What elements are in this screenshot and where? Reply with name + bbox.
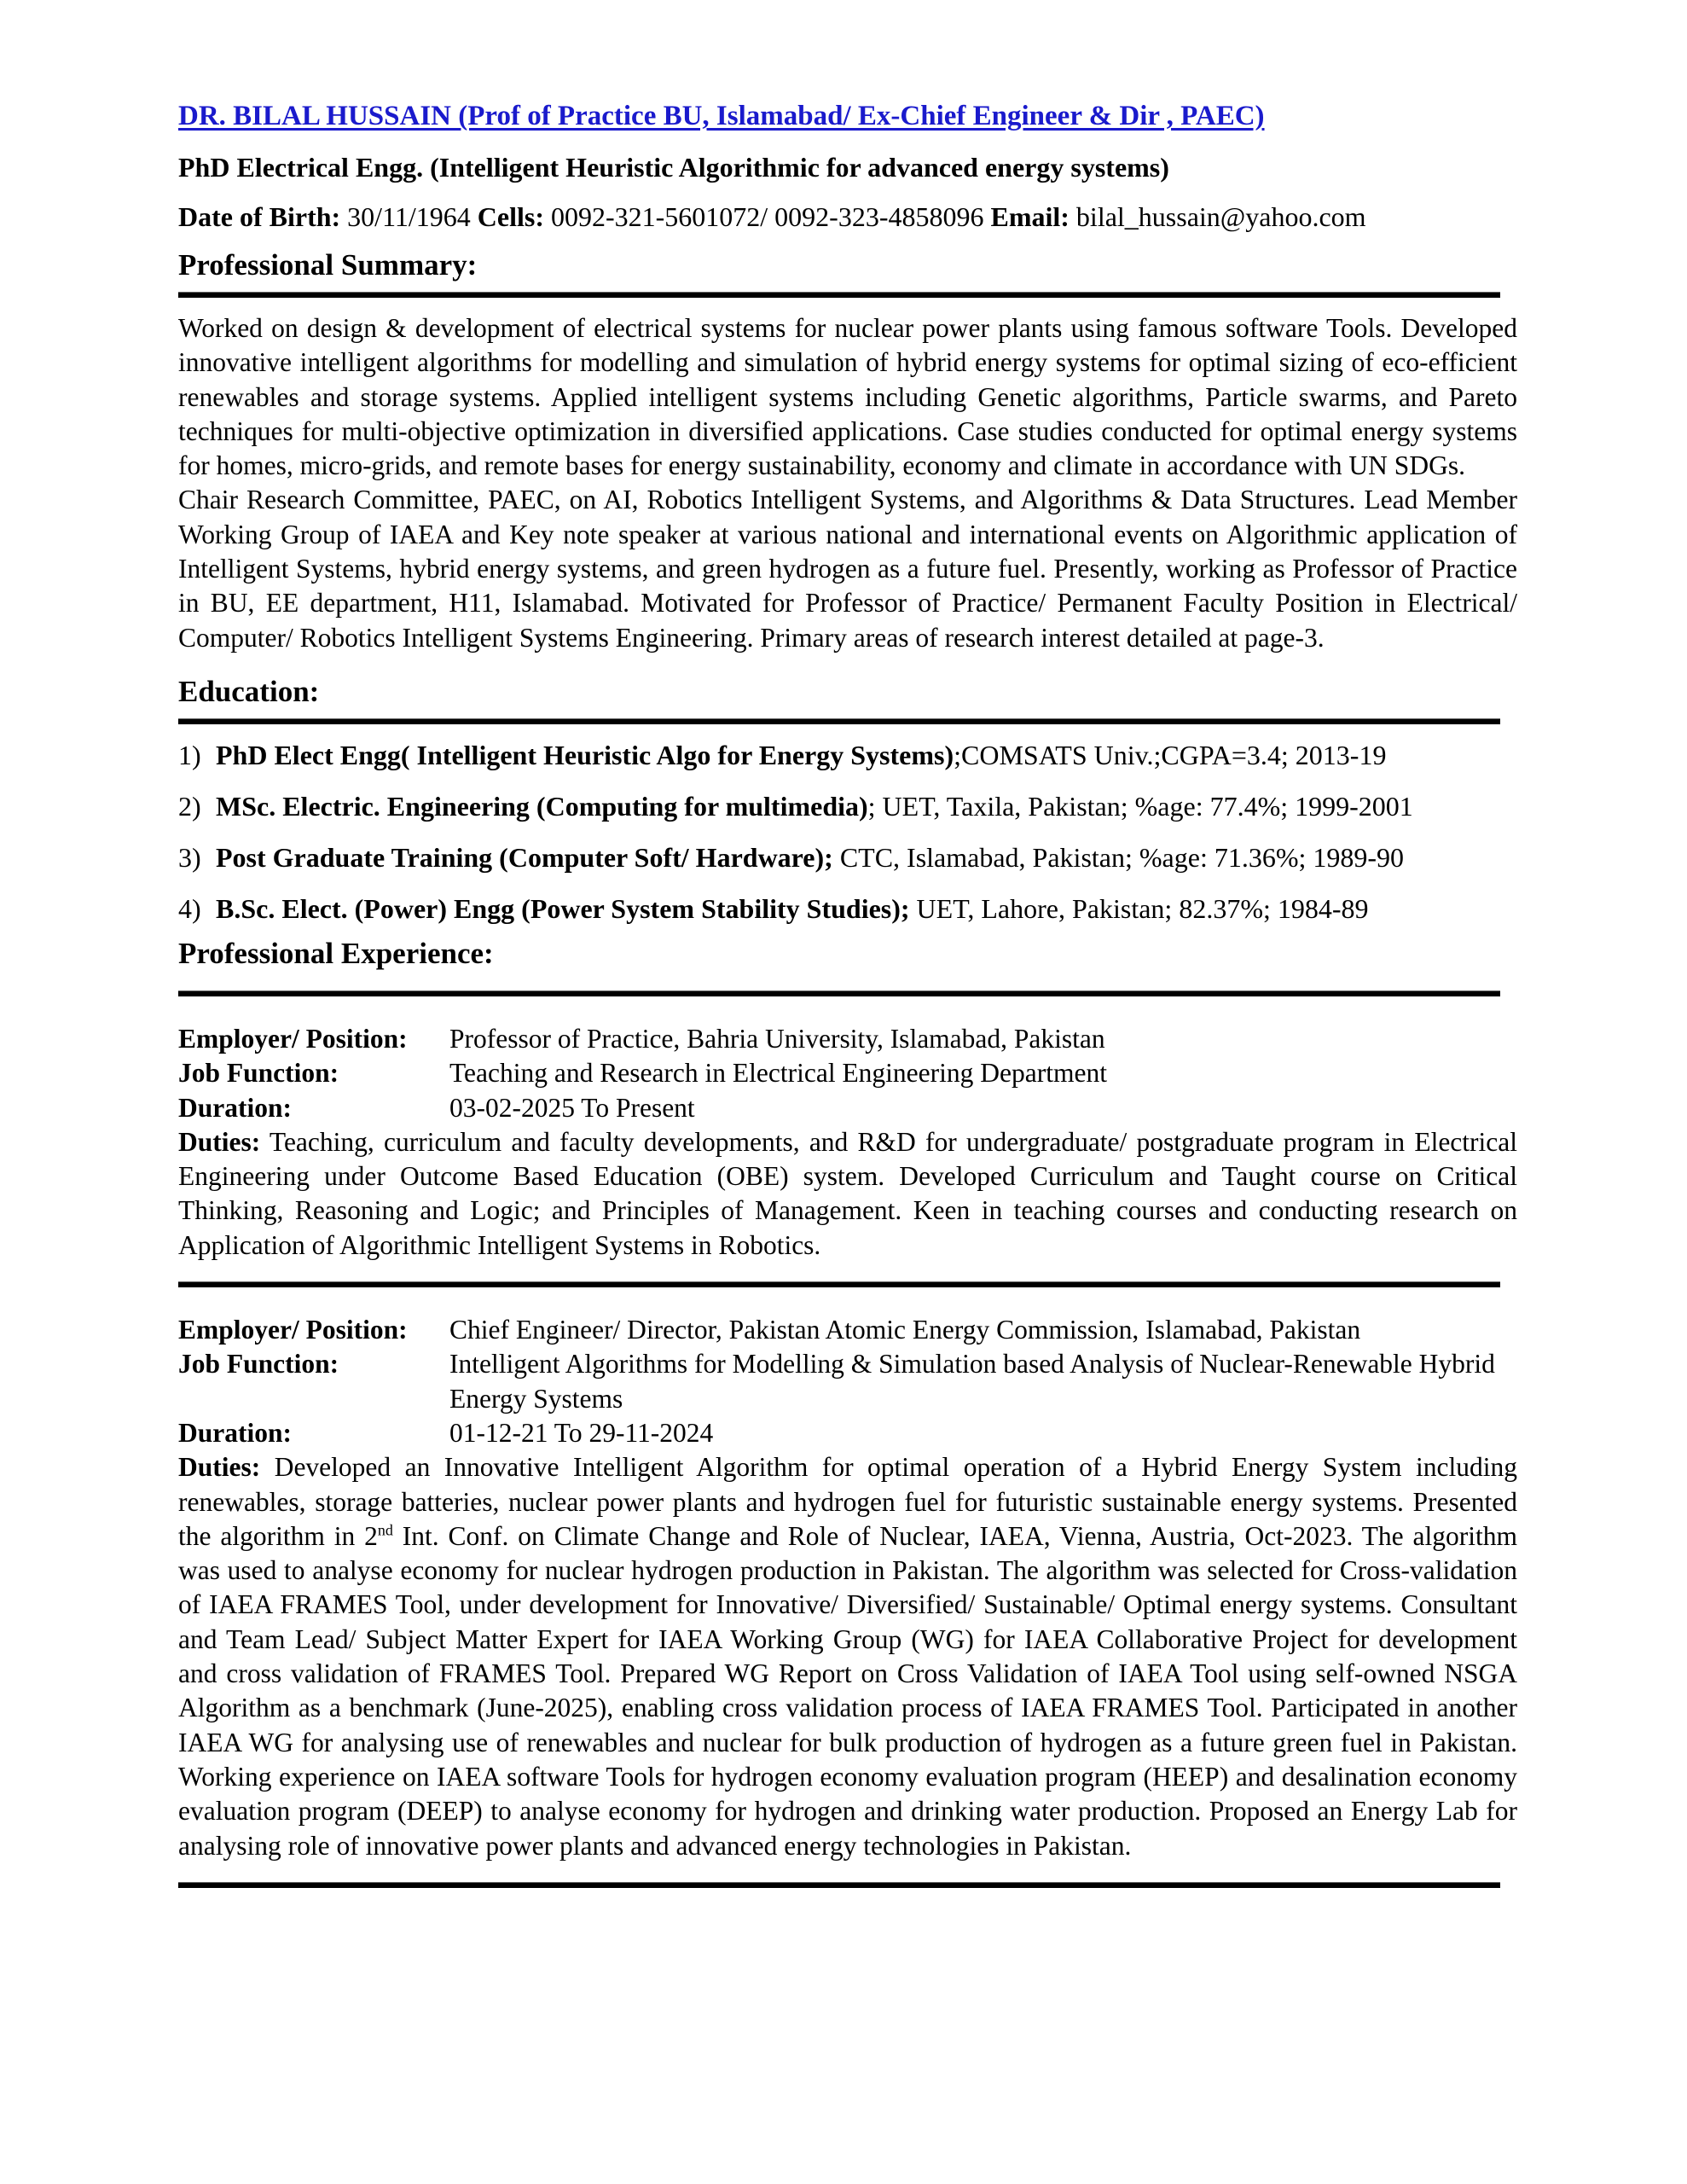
duties-label: Duties:	[178, 1452, 261, 1483]
job-entry	[178, 1022, 1517, 1263]
degree-details: CTC, Islamabad, Pakistan; %age: 71.36%; 1989-90	[832, 841, 1405, 873]
employer-row	[178, 1022, 1517, 1056]
function-row	[178, 1056, 1517, 1090]
experience-heading: Professional Experience:	[178, 936, 494, 970]
degree-details: ;COMSATS Univ.;CGPA=3.4; 2013-19	[954, 739, 1387, 770]
job-divider	[178, 1281, 1500, 1287]
duties-paragraph	[178, 1125, 1517, 1263]
item-number: 1)	[178, 739, 201, 770]
duration-row	[178, 1091, 1517, 1125]
item-number: 4)	[178, 892, 201, 924]
resume-title-link[interactable]: DR. BILAL HUSSAIN (Prof of Practice BU, Islamabad/ Ex-Chief Engineer & Dir , PAEC)	[178, 101, 1265, 131]
cells-value: 0092-321-5601072/ 0092-323-4858096	[543, 201, 991, 232]
duties-label: Duties:	[178, 1126, 261, 1157]
duties-paragraph	[178, 1450, 1517, 1863]
education-item	[178, 789, 1517, 823]
degree-title: PhD Elect Engg( Intelligent Heuristic Algo for Energy Systems)	[216, 739, 954, 770]
item-number: 3)	[178, 841, 201, 873]
education-item	[178, 840, 1517, 874]
job-entry	[178, 1313, 1517, 1863]
degree-title: Post Graduate Training (Computer Soft/ Hardware);	[216, 841, 833, 873]
function-value: Teaching and Research in Electrical Engineering Department	[449, 1058, 1107, 1089]
resume-subtitle: PhD Electrical Engg. (Intelligent Heuristic Algorithmic for advanced energy systems)	[178, 152, 1169, 183]
duties-text: Developed an Innovative Intelligent Algorithm for optimal operation of a Hybrid Energy System including renewables, storage batteries, nuclear power plants and hydrogen fuel for futuristic sustainable energy systems. Presented the algorithm in 2	[178, 1452, 1517, 1551]
function-label: Job Function:	[178, 1349, 339, 1380]
education-heading: Education:	[178, 674, 320, 708]
employer-label: Employer/ Position:	[178, 1023, 408, 1054]
summary-heading: Professional Summary:	[178, 248, 478, 282]
duties-text: Teaching, curriculum and faculty developments, and R&D for undergraduate/ postgraduate program in Electrical Engineering under Outcome Based Education (OBE) system. Developed Curriculum and Taught course on Critical Thinking, Reasoning and Logic; and Principles of Management. Keen in teaching courses and conducting research on Application of Algorithmic Intelligent Systems in Robotics.	[178, 1126, 1517, 1260]
section-divider	[178, 990, 1500, 996]
summary-paragraph: Chair Research Committee, PAEC, on AI, Robotics Intelligent Systems, and Algorithms & Data Structures. Lead Member Working Group of IAEA and Key note speaker at various national and international events on Algorithmic application of Intelligent Systems, hybrid energy systems, and green hydrogen as a future fuel. Presently, working as Professor of Practice in BU, EE department, H11, Islamabad. Motivated for Professor of Practice/ Permanent Faculty Position in Electrical/ Computer/ Robotics Intelligent Systems Engineering. Primary areas of research interest detailed at page-3.	[178, 485, 1517, 653]
section-divider	[178, 718, 1500, 724]
email-value: bilal_hussain@yahoo.com	[1069, 201, 1366, 232]
contact-line	[178, 198, 1517, 235]
employer-value: Professor of Practice, Bahria University, Islamabad, Pakistan	[449, 1023, 1105, 1054]
degree-title: MSc. Electric. Engineering (Computing for multimedia)	[216, 790, 868, 822]
duration-row	[178, 1416, 1517, 1450]
duration-value: 01-12-21 To 29-11-2024	[449, 1417, 714, 1448]
education-item	[178, 738, 1517, 772]
item-number: 2)	[178, 790, 201, 822]
employer-row	[178, 1313, 1517, 1347]
ordinal-suffix: nd	[377, 1521, 393, 1539]
cells-label: Cells:	[477, 201, 544, 232]
employer-label: Employer/ Position:	[178, 1315, 408, 1345]
email-label: Email:	[990, 201, 1070, 232]
duration-label: Duration:	[178, 1092, 292, 1123]
employer-value: Chief Engineer/ Director, Pakistan Atomic Energy Commission, Islamabad, Pakistan	[449, 1315, 1361, 1345]
duties-text-continued: Int. Conf. on Climate Change and Role of Nuclear, IAEA, Vienna, Austria, Oct-2023. The algorithm was used to analyse economy for nuclear hydrogen production in Pakistan. The algorithm was selected for Cross-validation of IAEA FRAMES Tool, under development for Innovative/ Diversified/ Sustainable/ Optimal energy systems. Consultant and Team Lead/ Subject Matter Expert for IAEA Working Group (WG) for IAEA Collaborative Project for development and cross validation of FRAMES Tool. Prepared WG Report on Cross Validation of IAEA Tool using self-owned NSGA Algorithm as a benchmark (June-2025), enabling cross validation process of IAEA FRAMES Tool. Participated in another IAEA WG for analysing use of renewables and nuclear for bulk production of hydrogen as a future green fuel in Pakistan. Working experience on IAEA software Tools for hydrogen economy evaluation program (HEEP) and desalination economy evaluation program (DEEP) to analyse economy for hydrogen and drinking water production. Proposed an Energy Lab for analysing role of innovative power plants and advanced energy technologies in Pakistan.	[178, 1520, 1518, 1861]
dob-label: Date of Birth:	[178, 201, 341, 232]
degree-details: ; UET, Taxila, Pakistan; %age: 77.4%; 1999-2001	[867, 790, 1413, 822]
function-value: Intelligent Algorithms for Modelling & Simulation based Analysis of Nuclear-Renewable Hybrid Energy Systems	[449, 1349, 1495, 1414]
degree-details: UET, Lahore, Pakistan; 82.37%; 1984-89	[909, 892, 1369, 924]
education-list	[178, 738, 1517, 926]
education-item	[178, 892, 1517, 926]
summary-body	[178, 311, 1517, 655]
duration-value: 03-02-2025 To Present	[449, 1092, 695, 1123]
job-divider	[178, 1882, 1500, 1888]
function-row	[178, 1347, 1517, 1416]
duration-label: Duration:	[178, 1417, 292, 1448]
section-divider	[178, 292, 1500, 298]
dob-value: 30/11/1964	[340, 201, 478, 232]
resume-page	[178, 96, 1517, 1888]
degree-title: B.Sc. Elect. (Power) Engg (Power System Stability Studies);	[216, 892, 910, 924]
summary-paragraph: Worked on design & development of electrical systems for nuclear power plants using famous software Tools. Developed innovative intelligent algorithms for modelling and simulation of hybrid energy systems for optimal sizing of eco-efficient renewables and storage systems. Applied intelligent systems including Genetic algorithms, Particle swarms, and Pareto techniques for multi-objective optimization in diversified applications. Case studies conducted for optimal energy systems for homes, micro-grids, and remote bases for energy sustainability, economy and climate in accordance with UN SDGs.	[178, 313, 1517, 481]
function-label: Job Function:	[178, 1058, 339, 1089]
